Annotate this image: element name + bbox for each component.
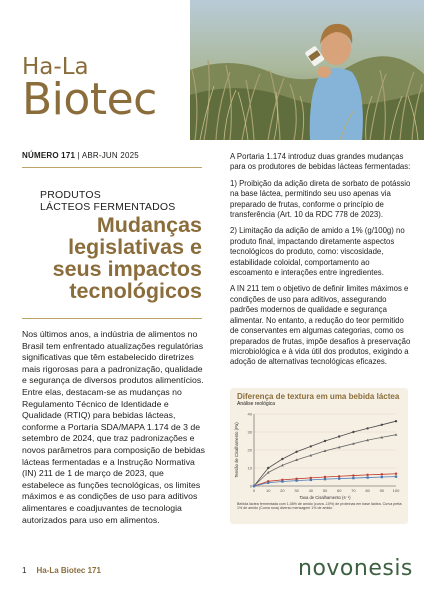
chart-note: Bebida láctea fermentada com 1,08% de amido (curva -10%) de proteínas em base láctea. Curva preta: 1% de amido (Curva roxa) diverso mensagem 1% de amido (237, 502, 403, 511)
article-kicker (40, 189, 175, 213)
cover-photo (190, 0, 424, 140)
magazine-title-line2: Biotec (22, 74, 157, 125)
chart-point (267, 467, 269, 469)
article-intro: Nos últimos anos, a indústria de alimentos no Brasil tem enfrentado atualizações regulatórias significativas que têm estabelecido diretrizes mais rigorosas para a padronização, qualidade e segurança de diversos produtos alimentícios. Entre elas, destacam-se as mudanças no Regulamento Técnico de Identidade e Qualidade (RTIQ) para bebidas lácteas, conforme a Portaria SDA/MAPA 1.174 de 3 de setembro de 2024, que traz padronizações e novos parâmetros para composição de bebidas lácteas fermentadas e a Instrução Normativa (IN) 211 de 1 de março de 2023, que estabelece as funções tecnológicas, os limites máximos e as condições de uso para aditivos alimentares e coadjuvantes de tecnologia autorizados para uso em alimentos. (22, 329, 206, 525)
chart-point (324, 478, 326, 480)
chart-point (352, 477, 354, 479)
chart-x-axis-label: Taxa de Cisalhamento (s⁻¹) (299, 495, 351, 500)
chart-y-tick-label: 40 (247, 411, 252, 417)
texture-chart (230, 388, 408, 524)
chart-point (253, 485, 255, 487)
chart-point (267, 482, 269, 484)
chart-y-tick-label: 30 (247, 429, 252, 435)
page-number: 1 (22, 566, 27, 575)
issue-info (22, 151, 139, 160)
paragraph-2: 1) Proibição da adição direta de sorbato de potássio na base láctea, permitindo seu uso apenas via preparado de frutas, conforme o princípio de transferência (Art. 10 da RDC 778 de 2023). (230, 178, 411, 220)
chart-y-tick-label: 20 (247, 447, 252, 453)
chart-point (324, 476, 326, 478)
divider-top (22, 167, 202, 168)
chart-subtitle: Análise reológica (237, 401, 276, 407)
magazine-title-line1: Ha-La (22, 54, 89, 80)
chart-point (366, 476, 368, 478)
chart-point (295, 479, 297, 481)
chart-x-tick-label: 0 (252, 488, 256, 493)
chart-point (366, 474, 368, 476)
chart-point (381, 476, 383, 478)
chart-point (395, 475, 397, 477)
chart-point (281, 458, 283, 460)
chart-point (324, 440, 326, 442)
chart-x-tick-label: 100 (392, 488, 400, 493)
chart-x-tick-label: 60 (336, 488, 342, 493)
chart-point (395, 473, 397, 475)
chart-x-tick-label: 70 (351, 488, 356, 493)
chart-point (395, 420, 397, 422)
chart-x-tick-label: 50 (322, 488, 328, 493)
chart-y-tick-label: 0 (249, 483, 252, 489)
kicker-line2: LÁCTEOS FERMENTADOS (40, 201, 176, 213)
article-headline: Mudanças legislativas e seus impactos tecnológicos (52, 213, 202, 303)
chart-point (381, 473, 383, 475)
chart-point (281, 480, 283, 482)
chart-title: Diferença de textura em uma bebida láctea (237, 392, 400, 401)
magazine-title (22, 54, 157, 125)
chart-x-tick-label: 40 (308, 488, 314, 493)
chart-x-tick-label: 20 (280, 488, 285, 493)
chart-x-tick-label: 30 (294, 488, 299, 493)
article-right-column (230, 152, 412, 374)
chart-x-tick-label: 80 (365, 488, 370, 493)
chart-point (381, 424, 383, 426)
issue-number: NÚMERO 171 (22, 151, 76, 160)
issue-date: ABR-JUN 2025 (81, 151, 139, 160)
kicker-line1: PRODUTOS (40, 189, 101, 201)
chart-x-tick-label: 10 (265, 488, 271, 493)
chart-point (338, 475, 340, 477)
chart-plot (230, 408, 408, 502)
chart-point (310, 479, 312, 481)
chart-point (366, 427, 368, 429)
divider-headline (22, 318, 202, 319)
page-footer (22, 566, 101, 575)
paragraph-4: A IN 211 tem o objetivo de definir limites máximos e condições de uso para aditivos, assegurando padrões modernos de qualidade e segurança alimentar. No entanto, a redução do teor permitido de conservantes em algumas categorias, como os preparados de frutas, impõe desafios à preservação microbiológica e à vida útil dos produtos, exigindo a adoção de alternativas tecnológicas eficazes. (230, 284, 411, 367)
novonesis-logo: novonesis (298, 556, 413, 581)
chart-x-tick-label: 90 (379, 488, 385, 493)
chart-point (295, 451, 297, 453)
chart-y-axis-label: Tensão de Cisalhamento (Pa) (234, 422, 239, 478)
chart-y-tick-label: 10 (247, 465, 252, 471)
paragraph-3: 2) Limitação da adição de amido a 1% (g/100g) no produto final, impactando diretamente aspectos tecnológicos do produto, como: viscosidade, estabilidade coloidal, comportamento ao escoamento e interações entre ingredientes. (230, 226, 405, 278)
chart-point (352, 431, 354, 433)
chart-point (338, 435, 340, 437)
chart-point (352, 474, 354, 476)
issue-separator: | (75, 151, 82, 160)
footer-brand: Ha-La Biotec 171 (36, 566, 101, 575)
chart-point (310, 445, 312, 447)
chart-point (338, 477, 340, 479)
paragraph-1: A Portaria 1.174 introduz duas grandes mudanças para os produtores de bebidas lácteas fermentadas: (230, 152, 411, 172)
